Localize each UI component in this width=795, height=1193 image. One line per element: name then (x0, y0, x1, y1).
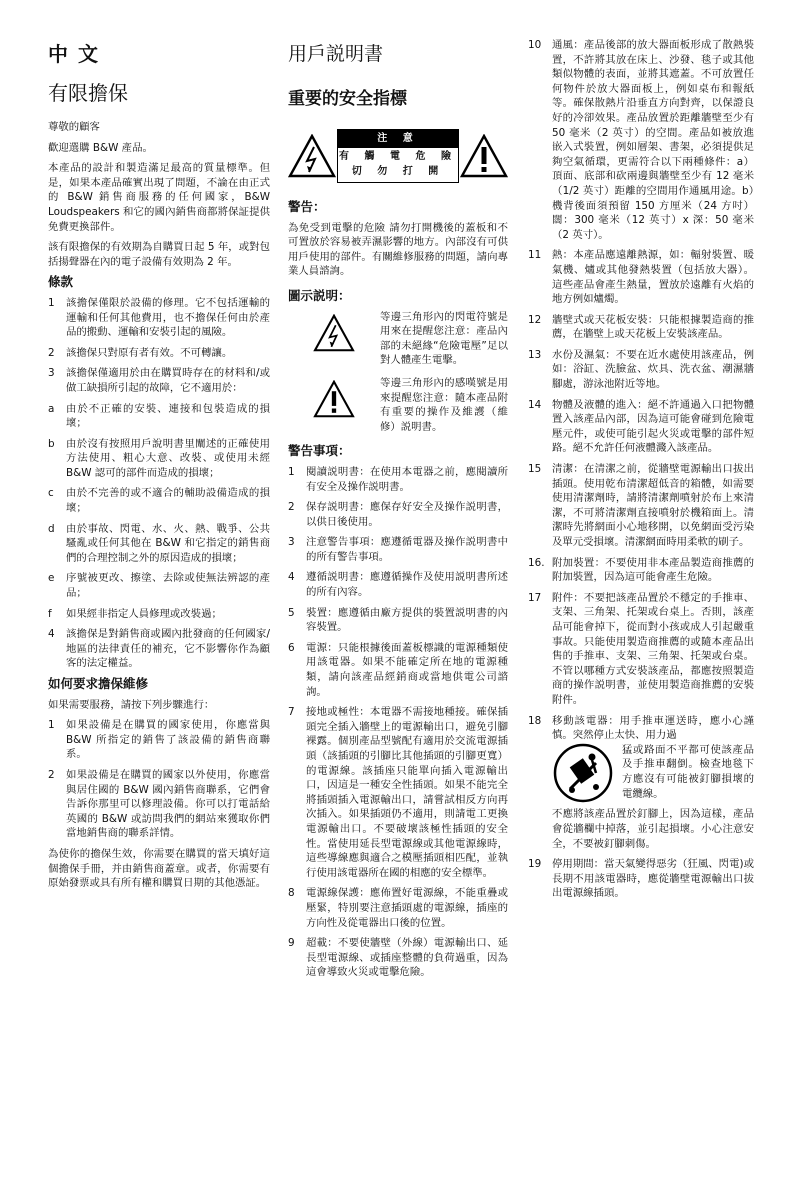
list-item (288, 500, 508, 529)
list-item-number: 18 (528, 714, 542, 727)
list-item (48, 296, 270, 340)
list-item-number: 9 (288, 937, 295, 950)
list-item-number: 14 (528, 398, 542, 411)
column-safety (288, 38, 508, 986)
list-item-number: 2 (288, 501, 295, 514)
list-item-text: 裝置：應遵循由廠方提供的裝置説明書的內容裝置。 (306, 606, 508, 634)
list-item-number: 2 (48, 346, 55, 359)
list-item-number: 10 (528, 39, 542, 51)
list-item-number: 1 (48, 719, 55, 732)
list-item-number: 8 (288, 887, 295, 900)
list-item-text: 如果設備是在購買的國家使用，你應當與 B&W 所指定的銷售了該設備的銷售商聯系。 (66, 719, 270, 761)
symbol-lightning-row (288, 310, 508, 368)
list-item-text: 電源線保護：應佈置好電源線，不能重疊或壓緊，特別要注意插頭處的電源線，插座的方向性及從電器出口後的位置。 (306, 887, 508, 929)
list-item-text: 如果經非指定人員修理或改裝過； (66, 607, 222, 620)
list-item-number: 19 (528, 858, 542, 871)
exclamation-triangle-icon (460, 134, 508, 178)
list-item-number: 5 (288, 606, 295, 619)
list-item-text: 牆壁式或天花板安裝：只能根據製造商的推薦，在牆壁上或天花板上安裝該產品。 (552, 313, 754, 341)
list-item (528, 556, 754, 585)
user-manual-title: 用戶説明書 (288, 43, 384, 65)
list-item-text: 如果設備是在購買的國家以外使用，你應當與居住國的 B&W 國內銷售商聯系，它們會告訴你那里可以修理設備。你可以打電話給英國的 B&W 或訪問我們的網站來獲取你們當地銷售商的聯系詳情。 (66, 768, 270, 840)
list-item (528, 714, 754, 852)
list-item-number: 11 (528, 249, 542, 262)
symbol-lightning-text: 等邊三角形內的閃電符號是用來在提醒您注意：產品內部的未絕緣“危險電壓”足以對人體產生電擊。 (380, 310, 508, 367)
list-item-text: 遵循説明書：應遵循操作及使用説明書所述的所有內容。 (306, 571, 508, 599)
list-item (48, 768, 270, 841)
list-item-number: 12 (528, 313, 542, 326)
terms-heading: 條款 (48, 274, 74, 290)
list-item-number: 4 (288, 571, 295, 584)
list-item-text: 移動該電器：用手推車運送時，應小心謹慎。突然停止太快、用力過 (552, 714, 754, 742)
list-item (48, 571, 270, 600)
intro-paragraph: 本產品的設計和製造滿足最高的質量標準。但是，如果本產品確實出現了問題，不論在由正式的 B&W 銷售商服務的任何國家，B&W Loudspeakers 和它的國內銷售商都將保証提供免費更換部件。 (48, 162, 270, 233)
list-item (288, 606, 508, 635)
column-safety-continued (528, 38, 754, 907)
list-item (48, 607, 270, 622)
list-item (288, 886, 508, 930)
list-item-number: a (48, 402, 55, 415)
caution-badge-title: 注 意 (338, 130, 458, 149)
list-item-number: 17 (528, 591, 542, 604)
list-item-text: 電源：只能根據後面蓋板標識的電源種類使用該電器。如果不能確定所在地的電源種類，請向該產品經銷商或當地供電公司諮詢。 (306, 641, 508, 698)
list-item-number: 13 (528, 348, 542, 361)
list-item-text: 該擔保僅適用於由在購買時存在的材料和/或做工缺損所引起的故障，它不適用於： (66, 367, 270, 394)
cart-tip-warning-icon (552, 743, 622, 808)
list-item (528, 248, 754, 306)
list-item (48, 346, 270, 361)
lightning-triangle-icon (288, 134, 336, 178)
list-item-text: 該擔保僅限於設備的修理。它不包括運輸的運輸和任何其他費用，也不擔保任何由於產品的搬動、運輸和安裝引起的風險。 (66, 296, 270, 339)
list-item-text: 附加裝置：不要使用非本產品製造商推薦的附加裝置，因為這可能會產生危險。 (552, 556, 754, 584)
list-item (48, 486, 270, 515)
list-item (48, 718, 270, 762)
cart-warning-row (552, 743, 754, 808)
list-item-number: 2 (48, 768, 55, 781)
list-item-text: 由於不正確的安裝、連接和包裝造成的損壞； (66, 402, 270, 430)
list-item-text: 由於不完善的或不適合的輔助設備造成的損壞； (66, 487, 270, 515)
list-item (288, 570, 508, 599)
list-item-text: 附件：不要把該產品置於不穩定的手推車、支架、三角架、托架或台桌上。否則，該產品可能會掉下，從而對小孩或成人引起嚴重事故。只能使用製造商推薦的或隨本產品出售的手推車、支架、三角架、托架或台桌。不管以哪種方式安裝該產品，都應按照製造商的操作説明書，並使用製造商推薦的安裝附件。 (552, 591, 754, 706)
list-item-text: 閱讀説明書：在使用本電器之前，應閱讀所有安全及操作説明書。 (306, 465, 508, 493)
greeting: 尊敬的顧客 (48, 121, 100, 133)
list-item-number: e (48, 572, 55, 585)
warranty-title: 有限擔保 (48, 81, 128, 105)
symbol-exclamation-text: 等邊三角形內的感嘆號是用來提醒您注意：隨本產品附有重要的操作及維護（維修）説明書。 (380, 376, 508, 433)
list-item (288, 936, 508, 980)
language-heading: 中文 (48, 42, 108, 66)
cautions-heading: 警告事項： (288, 443, 351, 459)
list-item-number: d (48, 522, 55, 535)
list-item-text: 清潔：在清潔之前，從牆壁電源輸出口拔出插頭。使用乾布清潔超低音的箱體，如需要使用清潔劑時，請將清潔劑噴射於布上來清潔，不可將清潔劑直接噴射於機箱面上。清潔時先將網面小心地移開，以免網面受污染及單元受損壞。清潔網面時用柔軟的刷子。 (552, 463, 754, 548)
caution-badge-line1: 有 觸 電 危 險 (339, 151, 457, 163)
column-warranty (48, 38, 270, 897)
symbol-exclamation-row (288, 376, 508, 434)
list-item (528, 348, 754, 392)
list-item-text: 物體及液體的進入：絕不許通過入口把物體置入該產品內部，因為這可能會碰到危險電壓元件，或使可能引起火災或電擊的部件短路。絕不允許任何液體濺入該產品。 (552, 398, 754, 455)
warning-heading: 警告： (288, 199, 326, 214)
list-item-number: 1 (48, 296, 55, 309)
caution-badge-line2: 切 勿 打 開 (351, 165, 445, 177)
list-item-text: 保存説明書：應保存好安全及操作説明書，以供日後使用。 (306, 501, 508, 528)
list-item (288, 535, 508, 564)
safety-title: 重要的安全指標 (288, 89, 407, 109)
list-item-text: 該擔保只對原有者有效。不可轉讓。 (66, 346, 233, 359)
list-item (48, 402, 270, 431)
list-item (288, 465, 508, 494)
list-item-number: 1 (288, 465, 295, 478)
list-item-text: 由於沒有按照用戶說明書里闡述的正確使用方法使用、粗心大意、改裝、或使用未經 B&W 認可的部件而造成的損壞； (66, 437, 270, 479)
symbols-heading: 圖示説明： (288, 287, 351, 303)
welcome-text: 歡迎選購 B&W 產品。 (48, 141, 153, 154)
list-item-text: 通風：產品後部的放大器面板形成了散熱裝置，不許將其放在床上、沙發、毯子或其他類似物體的表面，並將其遮蓋。不可放置任何物件於放大器面板上，例如桌布和報紙等。確保散熱片沿垂直方向對齊，以保證良好的冷卻效果。產品放置於距離牆壁至少有 50 毫米（2 英寸）的空間。產品如被放進嵌入式裝置，例如層架、書架，必須提供足夠空氣循環，更需符合以下兩種條件：a）頂面、底部和砍兩邊與牆壁至少有 12 毫米（1/2 英寸）距離的空間用作通風用途。b）機背後面須預留 150 方厘米（24 方吋）闊：300 毫米（12 英寸）x 深：50 毫米（2 英寸）。 (552, 39, 754, 241)
validity-paragraph: 該有限擔保的有效期為自購買日起 5 年，或對包括揚聲器在內的電子設備有效期為 2 年。 (48, 241, 270, 268)
cautions-list (288, 465, 508, 980)
service-heading: 如何要求擔保維修 (48, 676, 149, 691)
list-item-number: 4 (48, 628, 55, 641)
terms-list (48, 296, 270, 671)
list-item (48, 437, 270, 481)
list-item (48, 366, 270, 395)
list-item (528, 313, 754, 342)
list-item-text: 熱：本產品應遠離熱源，如：輻射裝置、暖氣機、爐或其他發熱裝置（包括放大器）。這些產品會產生熱量，置放於遠離有火焰的地方例如爐燭。 (552, 249, 754, 306)
list-item-text: 序號被更改、擦塗、去除或使無法辨認的產品； (66, 572, 270, 600)
list-item-text: 停用期間：當天氣變得惡劣（狂風、閃電)或長期不用該電器時，應從牆壁電源輸出口拔出電源線插頭。 (552, 858, 754, 900)
cart-warning-text: 猛或路面不平都可使該產品及手推車翻倒。檢查地毯下方應沒有可能被釘腳損壞的電纜線。 (622, 743, 754, 800)
list-item-number: 16. (528, 556, 545, 569)
list-item (528, 398, 754, 456)
list-item-text: 注意警告事項：應遵循電器及操作説明書中的所有警告事項。 (306, 536, 508, 563)
list-item-number: f (48, 607, 52, 620)
cart-warning-text-2: 不應將該產品置於釘腳上，因為這樣，產品會從牆欄中掉落，並引起損壞。小心注意安全，不要被釘腳刺傷。 (552, 808, 754, 850)
list-item-text: 水份及濕氣：不要在近水處使用該產品，例如：浴缸、洗臉盆、炊具、洗衣盆、潮濕牆腳處，游泳池附近等地。 (552, 348, 754, 391)
list-item-number: c (48, 487, 54, 500)
list-item-text: 由於事故、閃電、水、火、熱、戰爭、公共騷亂或任何其他在 B&W 和它指定的銷售商們的合理控制之外的原因造成的損壞； (66, 522, 270, 564)
exclamation-triangle-small-icon (288, 376, 380, 434)
list-item-number: 7 (288, 706, 295, 719)
warning-text: 為免受到電擊的危險 請勿打開機後的蓋板和不可置放於容易被弄濕影響的地方。內部沒有可供用戶使用的部件。有關維修服務的問題，請向專業人員諮詢。 (288, 221, 508, 278)
list-item-text: 超載：不要使牆壁（外線）電源輸出口、延長型電源線、或插座整體的負荷過重，因為這會導致火災或電擊危險。 (306, 937, 508, 979)
list-item (528, 38, 754, 242)
list-item-number: 3 (48, 367, 55, 380)
caution-banner (288, 128, 508, 184)
list-item-text: 該擔保是對銷售商或國內批發商的任何國家/地區的法律責任的補充，它不影響你作為顧客的法定權益。 (66, 628, 270, 670)
list-item (528, 857, 754, 901)
list-item-number: 3 (288, 536, 295, 549)
list-item-number: b (48, 437, 55, 450)
cautions-list-continued (528, 38, 754, 708)
list-item (48, 522, 270, 566)
list-item (288, 705, 508, 880)
lightning-triangle-small-icon (288, 310, 380, 368)
list-item (528, 591, 754, 708)
caution-badge (337, 129, 459, 184)
service-intro: 如果需要服務，請按下列步驟進行： (48, 698, 215, 711)
list-item-number: 15 (528, 463, 542, 476)
list-item-text: 接地或極性：本電器不需接地種接。確保插頭完全插入牆壁上的電源輸出口，避免引腳裸露。個別產品型號配有適用於交流電源插頭（該插頭的引腳比其他插頭的引腳更寬）的電源線。該插座只能單向插入電源輸出口，因這是一種安全性插頭。如果不能完全將插頭插入電源輸出口，請嘗試相反方向再次插入。如果插頭仍不適用，則請電工更換電源輸出口。不要破壞該極性插頭的安全性。當使用延長型電源線或其他電源線時，這些導線應與適合之模壓插頭相匹配，並執行使用該電器所在國的相應的安全標準。 (306, 706, 508, 879)
list-item-number: 6 (288, 641, 295, 654)
list-item (48, 627, 270, 671)
closing-paragraph: 為使你的擔保生效，你需要在購買的當天填好這個擔保手冊，并由銷售商蓋章。或者，你需要有原始發票或具有所有權和購買日期的其他憑証。 (48, 847, 270, 890)
list-item (288, 641, 508, 699)
service-list (48, 718, 270, 841)
list-item (528, 462, 754, 550)
